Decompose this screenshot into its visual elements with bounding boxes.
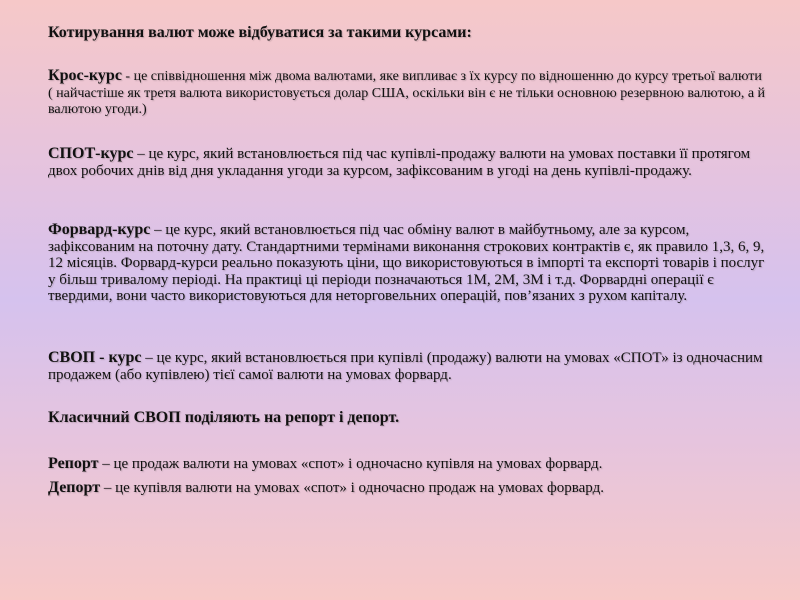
cross-rate-definition: - це співвідношення між двома валютами, яке випливає з їх курсу по відношенню до курсу третьої валюти ( найчастіше як третя валюта використовується долар США, оскільки він є не тільки основною резервною валютою, а й валютою угоди.): [48, 69, 766, 118]
classic-swap-statement: [48, 410, 766, 427]
forward-rate-definition: – це курс, який встановлюється під час обміну валют в майбутньому, але за курсом, зафіксованим на поточну дату. Стандартними термінами виконання строкових контрактів є, як правило 1,3, 6, 9, 12 місяців. Форвард-курси реально показують ціни, що використовуються в імпорті та експорті товарів і послуг у більш тривалому періоді. На практиці ці періоди позначаються 1М, 2М, 3М і т.д. Форвардні операції є твердими, вони часто використовуються для неторговельних операцій, пов’язаних з рухом капіталу.: [48, 222, 765, 305]
spot-rate-definition: – це курс, який встановлюється під час купівлі-продажу валюти на умовах поставки її протягом двох робочих днів від дня укладання угоди за курсом, зафіксованим в угоді на день купівлі-продажу.: [48, 146, 751, 179]
classic-swap-text: Класичний СВОП поділяють на репорт і депорт.: [48, 409, 400, 426]
report-definition: – це продаж валюти на умовах «спот» і одночасно купівля на умовах форвард.: [98, 456, 603, 472]
swap-rate-definition: – це курс, який встановлюється при купівлі (продажу) валюти на умовах «СПОТ» із одночасним продажем (або купівлею) тієї самої валюти на умовах форвард.: [48, 350, 763, 383]
swap-rate-paragraph: [48, 350, 766, 383]
deport-paragraph: [48, 480, 766, 497]
cross-rate-term: Крос-курс: [48, 67, 122, 84]
spot-rate-term: СПОТ-курс: [48, 145, 134, 162]
cross-rate-paragraph: [48, 68, 766, 119]
forward-rate-paragraph: [48, 222, 766, 305]
slide-title: [48, 25, 766, 42]
deport-definition: – це купівля валюти на умовах «спот» і одночасно продаж на умовах форвард.: [100, 480, 604, 496]
report-term: Репорт: [48, 455, 99, 472]
deport-term: Депорт: [48, 479, 101, 496]
spot-rate-paragraph: [48, 146, 766, 179]
forward-rate-term: Форвард-курс: [48, 221, 151, 238]
report-paragraph: [48, 456, 766, 473]
swap-rate-term: СВОП - курс: [48, 349, 142, 366]
title-text: Котирування валют може відбуватися за такими курсами:: [48, 24, 472, 41]
